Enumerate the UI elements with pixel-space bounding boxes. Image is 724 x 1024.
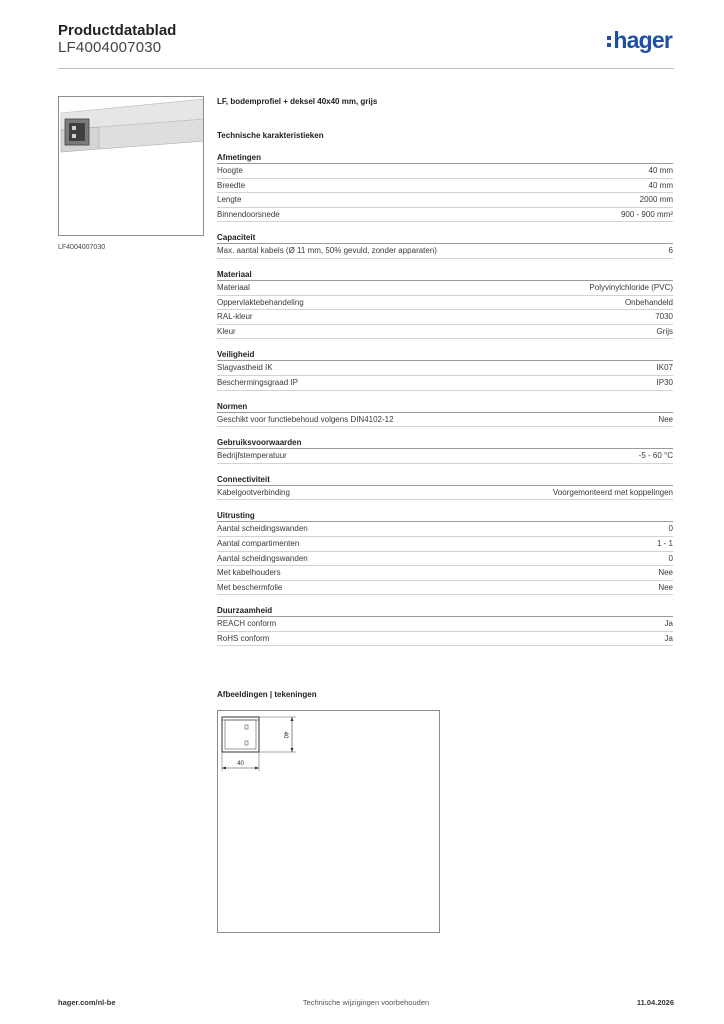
spec-row <box>217 581 673 596</box>
spec-value: 6 <box>668 246 673 256</box>
spec-row <box>217 413 673 428</box>
section-connectiviteit <box>217 474 673 501</box>
spec-value: 1 - 1 <box>656 538 673 548</box>
spec-value: IP30 <box>656 377 673 387</box>
section-veiligheid <box>217 349 673 390</box>
section-heading: Veiligheid <box>217 349 673 361</box>
spec-row <box>217 281 673 296</box>
spec-value: 7030 <box>655 312 673 322</box>
spec-label: Binnendoorsnede <box>217 209 280 219</box>
spec-value: Voorgemonteerd met koppelingen <box>552 487 673 497</box>
section-gebruiksvoorwaarden <box>217 437 673 464</box>
profile-drawing <box>218 711 439 932</box>
photo-caption: LF4004007030 <box>58 244 106 251</box>
spec-value: Ja <box>664 619 673 629</box>
spec-label: Slagvastheid IK <box>217 363 273 373</box>
footer-date: 11.04.2026 <box>636 998 674 1007</box>
cable-trunking-image <box>59 97 204 236</box>
product-photo <box>58 96 204 236</box>
spec-row <box>217 244 673 259</box>
section-uitrusting <box>217 510 673 595</box>
spec-label: Met kabelhouders <box>217 568 281 578</box>
spec-value: IK07 <box>656 363 673 373</box>
logo-dots-icon <box>607 36 611 47</box>
section-materiaal <box>217 269 673 339</box>
header-divider <box>58 68 674 69</box>
spec-value: Nee <box>658 414 673 424</box>
section-capaciteit <box>217 232 673 259</box>
spec-sections <box>217 152 673 646</box>
spec-value: 0 <box>668 524 673 534</box>
footer-notice: Technische wijzigingen voorbehouden <box>302 998 430 1007</box>
spec-label: Oppervlaktebehandeling <box>217 297 304 307</box>
spec-label: Kleur <box>217 326 236 336</box>
spec-row <box>217 449 673 464</box>
section-heading: Uitrusting <box>217 510 673 522</box>
spec-label: Aantal compartimenten <box>217 538 300 548</box>
spec-value: 2000 mm <box>639 195 673 205</box>
spec-label: Geschikt voor functiebehoud volgens DIN4102-12 <box>217 414 394 424</box>
spec-row <box>217 376 673 391</box>
datasheet-content <box>217 96 673 646</box>
spec-value: Nee <box>658 568 673 578</box>
spec-label: Max. aantal kabels (Ø 11 mm, 50% gevuld, zonder apparaten) <box>217 246 437 256</box>
spec-value: -5 - 60 °C <box>638 451 673 461</box>
height-dimension-label: 40 <box>282 731 288 739</box>
spec-row <box>217 486 673 501</box>
spec-value: Polyvinylchloride (PVC) <box>589 282 673 292</box>
spec-label: Bedrijfstemperatuur <box>217 451 287 461</box>
spec-row <box>217 552 673 567</box>
spec-row <box>217 325 673 340</box>
spec-row <box>217 179 673 194</box>
spec-value: Onbehandeld <box>624 297 673 307</box>
hager-logo <box>607 28 672 52</box>
spec-label: Beschermingsgraad IP <box>217 377 298 387</box>
drawings-heading: Afbeeldingen | tekeningen <box>217 690 317 699</box>
spec-label: Met beschermfolie <box>217 582 283 592</box>
spec-value: Grijs <box>656 326 673 336</box>
spec-label: Aantal scheidingswanden <box>217 553 308 563</box>
product-name: LF, bodemprofiel + deksel 40x40 mm, grijs <box>217 97 378 106</box>
spec-label: RoHS conform <box>217 633 270 643</box>
spec-label: Lengte <box>217 195 242 205</box>
spec-value: 0 <box>668 553 673 563</box>
page-footer <box>58 998 674 1010</box>
section-afmetingen <box>217 152 673 222</box>
section-heading: Normen <box>217 401 673 413</box>
spec-row <box>217 361 673 376</box>
section-duurzaamheid <box>217 605 673 646</box>
spec-value: 40 mm <box>648 180 673 190</box>
spec-value: 40 mm <box>648 166 673 175</box>
spec-label: Kabelgootverbinding <box>217 487 290 497</box>
technical-characteristics-heading: Technische karakteristieken <box>217 131 324 140</box>
spec-row <box>217 296 673 311</box>
spec-value: Nee <box>658 582 673 592</box>
spec-value: 900 - 900 mm² <box>620 209 673 219</box>
product-reference: LF4004007030 <box>58 39 162 56</box>
section-heading: Afmetingen <box>217 152 673 164</box>
section-heading: Gebruiksvoorwaarden <box>217 437 673 449</box>
technical-drawing-frame <box>217 710 440 933</box>
spec-row <box>217 164 673 179</box>
footer-website: hager.com/nl-be <box>58 998 116 1007</box>
document-title: Productdatablad <box>58 22 177 39</box>
spec-label: Breedte <box>217 180 246 190</box>
spec-label: Hoogte <box>217 166 243 175</box>
logo-wordmark: hager <box>613 26 672 53</box>
spec-label: REACH conform <box>217 619 277 629</box>
spec-row <box>217 617 673 632</box>
spec-label: Aantal scheidingswanden <box>217 524 308 534</box>
width-dimension-label: 40 <box>237 761 244 767</box>
section-heading: Capaciteit <box>217 232 673 244</box>
spec-row <box>217 537 673 552</box>
section-normen <box>217 401 673 428</box>
section-heading: Duurzaamheid <box>217 605 673 617</box>
spec-row <box>217 208 673 223</box>
spec-row <box>217 632 673 647</box>
spec-label: RAL-kleur <box>217 312 253 322</box>
section-heading: Connectiviteit <box>217 474 673 486</box>
spec-row <box>217 566 673 581</box>
spec-row <box>217 310 673 325</box>
spec-row <box>217 522 673 537</box>
spec-label: Materiaal <box>217 282 250 292</box>
page-header <box>58 22 674 68</box>
section-heading: Materiaal <box>217 269 673 281</box>
spec-value: Ja <box>664 633 673 643</box>
spec-row <box>217 193 673 208</box>
